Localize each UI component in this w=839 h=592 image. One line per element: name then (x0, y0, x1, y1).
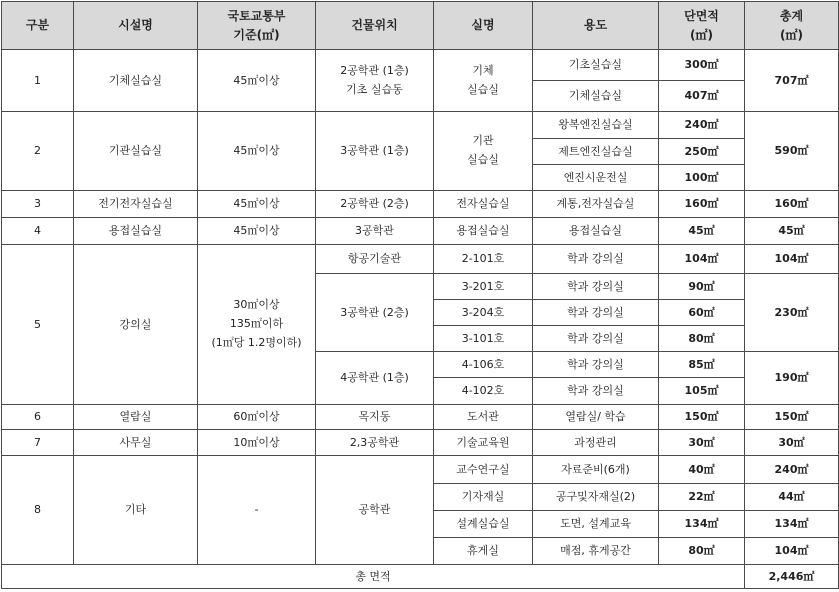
table-row (2, 112, 839, 139)
building-location: 3공학관 (316, 218, 434, 245)
room-name: 기자재실 (434, 484, 533, 511)
area-value: 80㎡ (659, 538, 745, 565)
room-line2: 실습실 (467, 82, 499, 96)
room-line1: 기관 (472, 134, 494, 148)
area-value: 80㎡ (659, 326, 745, 352)
usage: 왕복엔진실습실 (533, 112, 659, 139)
room-name (434, 50, 533, 112)
area-value: 250㎡ (659, 139, 745, 165)
usage: 학과 강의실 (533, 378, 659, 405)
header-row (2, 2, 839, 50)
header-standard (198, 2, 316, 50)
standard-value: 45㎡이상 (198, 112, 316, 191)
room-line1: 기체 (472, 63, 494, 77)
area-value: 150㎡ (659, 405, 745, 430)
usage: 자료준비(6개) (533, 456, 659, 484)
total-value: 134㎡ (745, 511, 839, 538)
standard-value: 45㎡이상 (198, 191, 316, 218)
room-name: 4-102호 (434, 378, 533, 405)
total-value: 30㎡ (745, 430, 839, 456)
header-category: 구분 (2, 2, 74, 50)
room-name (434, 112, 533, 191)
header-area-line2: (㎡) (690, 27, 713, 42)
area-value: 104㎡ (659, 245, 745, 274)
usage: 열람실/ 학습 (533, 405, 659, 430)
header-building-location: 건물위치 (316, 2, 434, 50)
area-value: 240㎡ (659, 112, 745, 139)
standard-value: 45㎡이상 (198, 218, 316, 245)
location-line1: 2공학관 (1층) (340, 63, 409, 77)
room-name: 3-204호 (434, 300, 533, 326)
header-area-line1: 단면적 (684, 8, 719, 23)
row-number: 2 (2, 112, 74, 191)
usage: 용접실습실 (533, 218, 659, 245)
header-total-line2: (㎡) (780, 27, 803, 42)
area-value: 85㎡ (659, 352, 745, 378)
usage: 학과 강의실 (533, 300, 659, 326)
total-value: 160㎡ (745, 191, 839, 218)
standard-value: 60㎡이상 (198, 405, 316, 430)
header-usage: 용도 (533, 2, 659, 50)
usage: 학과 강의실 (533, 326, 659, 352)
header-standard-line2: 기준(㎡) (233, 27, 280, 42)
total-value: 590㎡ (745, 112, 839, 191)
room-name: 3-201호 (434, 274, 533, 300)
header-area (659, 2, 745, 50)
standard-line2: 135㎡이하 (229, 317, 284, 331)
header-total-line1: 총계 (779, 8, 804, 23)
total-value: 45㎡ (745, 218, 839, 245)
room-name: 용접실습실 (434, 218, 533, 245)
building-location: 3공학관 (2층) (316, 274, 434, 352)
total-area-label: 총 면적 (2, 565, 745, 589)
table-row (2, 456, 839, 484)
total-value: 707㎡ (745, 50, 839, 112)
room-name: 도서관 (434, 405, 533, 430)
table-row (2, 245, 839, 274)
usage: 기초실습실 (533, 50, 659, 81)
area-value: 40㎡ (659, 456, 745, 484)
area-value: 300㎡ (659, 50, 745, 81)
room-name: 휴게실 (434, 538, 533, 565)
area-value: 90㎡ (659, 274, 745, 300)
standard-line1: 30㎡이상 (233, 298, 280, 312)
header-standard-line1: 국토교통부 (227, 8, 286, 23)
usage: 매점, 휴게공간 (533, 538, 659, 565)
header-facility-name: 시설명 (74, 2, 198, 50)
room-name: 기술교육원 (434, 430, 533, 456)
table-row (2, 430, 839, 456)
standard-value (198, 245, 316, 405)
facility-name: 용접실습실 (74, 218, 198, 245)
room-name: 전자실습실 (434, 191, 533, 218)
usage: 공구및자재실(2) (533, 484, 659, 511)
usage: 학과 강의실 (533, 352, 659, 378)
standard-value: - (198, 456, 316, 565)
facility-name: 기타 (74, 456, 198, 565)
area-value: 30㎡ (659, 430, 745, 456)
header-total (745, 2, 839, 50)
facility-name: 열람실 (74, 405, 198, 430)
area-value: 134㎡ (659, 511, 745, 538)
total-value: 190㎡ (745, 352, 839, 405)
usage: 과정관리 (533, 430, 659, 456)
table-row (2, 405, 839, 430)
facility-name: 강의실 (74, 245, 198, 405)
room-name: 4-106호 (434, 352, 533, 378)
total-value: 240㎡ (745, 456, 839, 484)
room-name: 3-101호 (434, 326, 533, 352)
area-value: 160㎡ (659, 191, 745, 218)
facility-name: 전기전자실습실 (74, 191, 198, 218)
usage: 제트엔진실습실 (533, 139, 659, 165)
total-row (2, 565, 839, 589)
total-value: 230㎡ (745, 274, 839, 352)
usage: 도면, 설계교육 (533, 511, 659, 538)
room-name: 설계실습실 (434, 511, 533, 538)
building-location: 항공기술관 (316, 245, 434, 274)
standard-value: 10㎡이상 (198, 430, 316, 456)
area-value: 45㎡ (659, 218, 745, 245)
grand-total-value: 2,446㎡ (745, 565, 839, 589)
row-number: 7 (2, 430, 74, 456)
room-name: 2-101호 (434, 245, 533, 274)
room-name: 교수연구실 (434, 456, 533, 484)
usage: 학과 강의실 (533, 245, 659, 274)
building-location (316, 50, 434, 112)
area-value: 100㎡ (659, 165, 745, 191)
row-number: 1 (2, 50, 74, 112)
area-value: 407㎡ (659, 81, 745, 112)
usage: 기체실습실 (533, 81, 659, 112)
usage: 계통,전자실습실 (533, 191, 659, 218)
facility-name: 기체실습실 (74, 50, 198, 112)
area-value: 60㎡ (659, 300, 745, 326)
total-value: 44㎡ (745, 484, 839, 511)
room-line2: 실습실 (467, 153, 499, 166)
table-row (2, 191, 839, 218)
facility-name: 기관실습실 (74, 112, 198, 191)
building-location: 2,3공학관 (316, 430, 434, 456)
row-number: 6 (2, 405, 74, 430)
table-row (2, 218, 839, 245)
building-location: 목지동 (316, 405, 434, 430)
row-number: 4 (2, 218, 74, 245)
table-row (2, 50, 839, 81)
header-room-name: 실명 (434, 2, 533, 50)
facility-name: 사무실 (74, 430, 198, 456)
total-value: 150㎡ (745, 405, 839, 430)
building-location: 3공학관 (1층) (316, 112, 434, 191)
area-value: 22㎡ (659, 484, 745, 511)
building-location: 4공학관 (1층) (316, 352, 434, 405)
row-number: 8 (2, 456, 74, 565)
location-line2: 기초 실습동 (346, 82, 403, 96)
building-location: 공학관 (316, 456, 434, 565)
row-number: 3 (2, 191, 74, 218)
standard-line3: (1㎡당 1.2명이하) (211, 335, 302, 349)
total-value: 104㎡ (745, 538, 839, 565)
usage: 학과 강의실 (533, 274, 659, 300)
total-value: 104㎡ (745, 245, 839, 274)
row-number: 5 (2, 245, 74, 405)
standard-value: 45㎡이상 (198, 50, 316, 112)
area-value: 105㎡ (659, 378, 745, 405)
usage: 엔진시운전실 (533, 165, 659, 191)
facility-table (1, 1, 839, 589)
building-location: 2공학관 (2층) (316, 191, 434, 218)
